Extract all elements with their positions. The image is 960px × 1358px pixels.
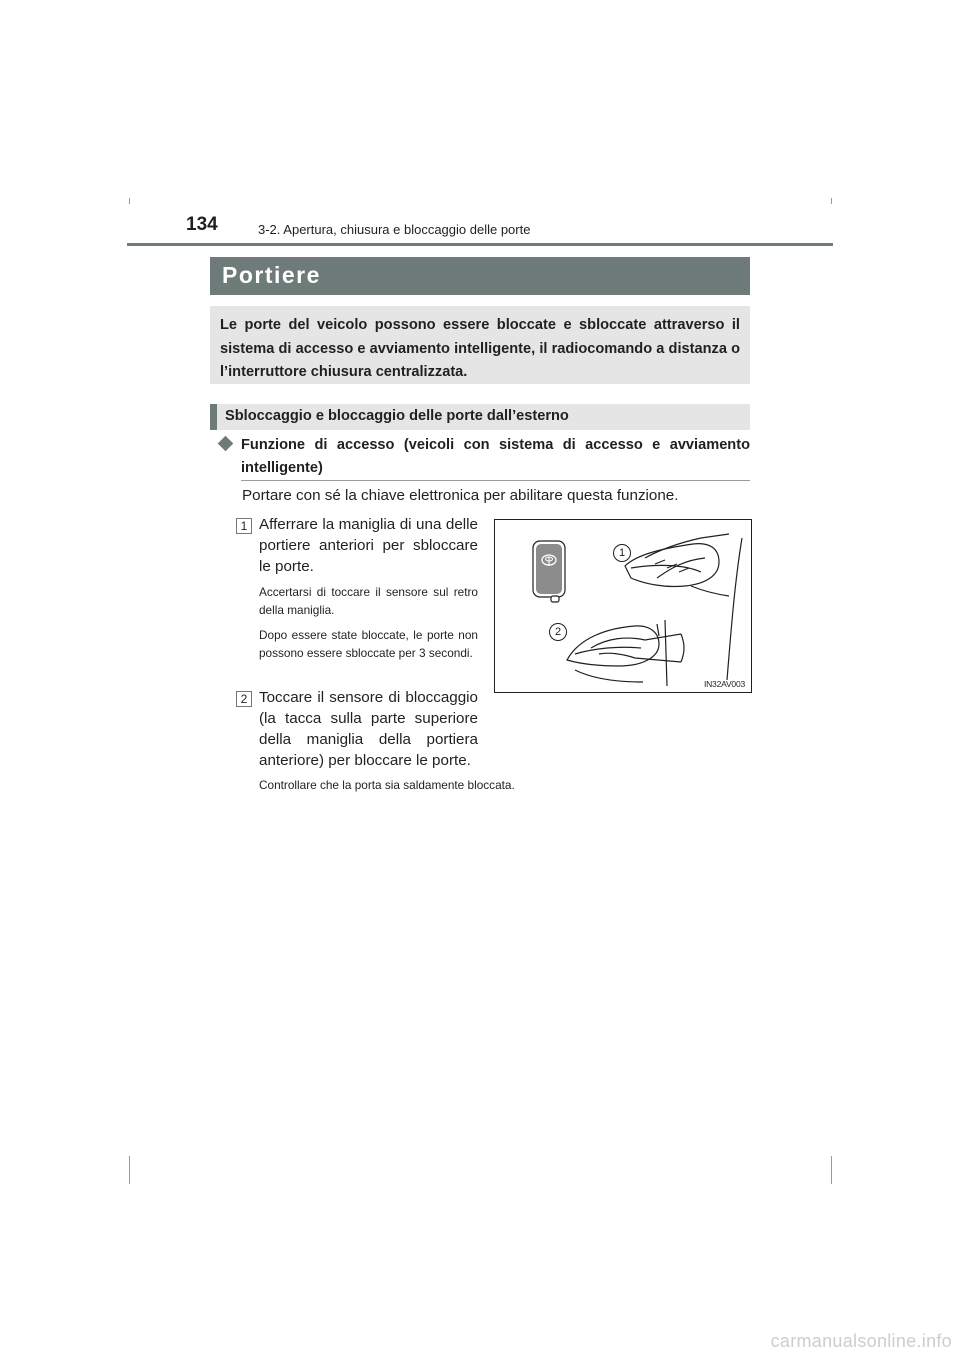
section-header (210, 404, 750, 430)
door-handle-illustration (494, 519, 752, 693)
lower-door-line (665, 620, 667, 686)
figure-code: IN32AV003 (703, 679, 745, 689)
step-1-note-1: Accertarsi di toccare il sensore sul retro della maniglia. (259, 585, 478, 617)
intro-box (210, 306, 750, 384)
callout-2: 2 (549, 623, 567, 641)
page-title: Portiere (222, 262, 321, 288)
page-number: 134 (186, 214, 218, 235)
lower-hand (591, 634, 681, 648)
crop-mark (831, 198, 832, 204)
crop-mark (129, 198, 130, 204)
step-2-text: Toccare il sensore di bloccaggio (la tacca sulla parte superiore della maniglia della portiera anteriore) per bloccare le porte. (259, 689, 478, 769)
step-2-note: Controllare che la porta sia saldamente bloccata. (259, 778, 515, 792)
crop-mark (831, 1156, 832, 1184)
upper-finger-lines (655, 560, 689, 572)
subsection-heading-text: Funzione di accesso (veicoli con sistema di accesso e avviamento intelligente) (241, 437, 750, 476)
header-rule (127, 243, 833, 246)
section-accent-bar (210, 404, 217, 430)
step-1-number: 1 (236, 518, 252, 534)
upper-fin-line (691, 586, 729, 596)
watermark: carmanualsonline.info (770, 1331, 952, 1351)
intro-line: Portare con sé la chiave elettronica per abilitare questa funzione. (242, 487, 679, 504)
sensor-tick (657, 624, 659, 636)
diamond-bullet-icon (218, 436, 234, 452)
subsection-heading (220, 434, 750, 480)
key-ring (551, 596, 559, 602)
intro-text: Le porte del veicolo possono essere bloccate e sbloccate attraverso il sistema di accesso e avviamento intelligente, il radiocomando a distanza o l’interruttore chiusura centralizzata. (220, 317, 740, 380)
callout-1: 1 (613, 544, 631, 562)
crop-mark (129, 1156, 130, 1184)
title-bar (210, 257, 750, 295)
running-header: 3-2. Apertura, chiusura e bloccaggio delle porte (258, 222, 531, 237)
upper-fingers (657, 558, 705, 578)
subsection-rule (241, 480, 750, 481)
door-edge-line (727, 538, 742, 680)
step-2-number: 2 (236, 691, 252, 707)
step-1-text: Afferrare la maniglia di una delle portiere anteriori per sbloccare le porte. (259, 516, 478, 575)
upper-wrist (645, 534, 729, 558)
lower-wrist (681, 634, 684, 662)
step-1-note-2: Dopo essere state bloccate, le porte non possono essere sbloccate per 3 secondi. (259, 628, 478, 660)
smart-key-face (536, 544, 562, 594)
upper-handle-bar (631, 565, 701, 572)
lower-handle-recess (567, 626, 659, 666)
lower-shadow-line (575, 670, 643, 682)
lower-fingers (599, 653, 681, 662)
upper-handle-recess (625, 544, 719, 587)
section-heading: Sbloccaggio e bloccaggio delle porte dall’esterno (225, 408, 569, 424)
